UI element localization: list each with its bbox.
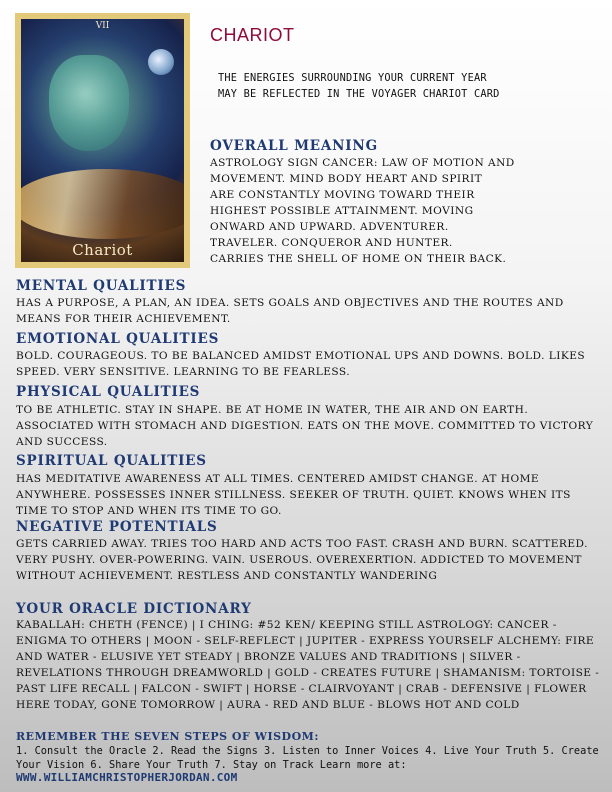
spiritual-qualities-text: HAS MEDITATIVE AWARENESS AT ALL TIMES. CENTERED AMIDST CHANGE. AT HOME ANYWHERE. POSSESSES INNER STILLNESS. SEEKER OF TRUTH. QUIET. KNOWS WHEN ITS TIME TO STOP AND WHEN ITS TIME TO GO.	[16, 473, 571, 517]
page-title: CHARIOT	[210, 25, 295, 45]
intro-text	[218, 70, 598, 102]
mental-qualities-heading: MENTAL QUALITIES	[16, 278, 187, 294]
face-shape	[49, 55, 129, 151]
physical-qualities-heading: PHYSICAL QUALITIES	[16, 384, 201, 400]
tarot-card-image	[15, 13, 190, 268]
website-link[interactable]: WWW.WILLIAMCHRISTOPHERJORDAN.COM	[16, 771, 238, 784]
overall-meaning-text	[210, 155, 606, 267]
overall-line: HIGHEST POSSIBLE ATTAINMENT. MOVING	[210, 205, 474, 217]
overall-line: ONWARD AND UPWARD. ADVENTURER.	[210, 221, 449, 233]
physical-qualities-text: TO BE ATHLETIC. STAY IN SHAPE. BE AT HOME IN WATER, THE AIR AND ON EARTH. ASSOCIATED WITH STOMACH AND DIGESTION. EATS ON THE MOVE. COMMITTED TO VICTORY AND SUCCESS.	[16, 404, 594, 448]
overall-line: MOVEMENT. MIND BODY HEART AND SPIRIT	[210, 173, 483, 185]
card-numeral: VII	[95, 21, 110, 31]
intro-line: THE ENERGIES SURROUNDING YOUR CURRENT YEAR	[218, 72, 487, 84]
oracle-dictionary-text: KABALLAH: CHETH (FENCE) | I CHING: #52 KEN/ KEEPING STILL ASTROLOGY: CANCER - ENIGMA TO OTHERS | MOON - SELF-REFLECT | JUPITER - EXPRESS YOURSELF ALCHEMY: FIRE AND WATER - ELUSIVE YET STEADY | BRONZE VALUES AND TRADITIONS | SILVER - REVELATIONS THROUGH DREAMWORLD | GOLD - CREATES FUTURE | SHAMANISM: TORTOISE - PAST LIFE RECALL | FALCON - SWIFT | HORSE - CLAIRVOYANT | CRAB - DEFENSIVE | FLOWER HERE TODAY, GONE TOMORROW | AURA - RED AND BLUE - BLOWS HOT AND COLD	[16, 619, 600, 711]
overall-line: CARRIES THE SHELL OF HOME ON THEIR BACK.	[210, 253, 507, 265]
overall-meaning-heading: OVERALL MEANING	[210, 138, 378, 154]
overall-line: TRAVELER. CONQUEROR AND HUNTER.	[210, 237, 453, 249]
seven-steps-heading: REMEMBER THE SEVEN STEPS OF WISDOM:	[16, 730, 319, 743]
intro-line: MAY BE REFLECTED IN THE VOYAGER CHARIOT CARD	[218, 88, 500, 100]
overall-line: ASTROLOGY SIGN CANCER: LAW OF MOTION AND	[210, 157, 515, 169]
emotional-qualities-text: BOLD. COURAGEOUS. TO BE BALANCED AMIDST EMOTIONAL UPS AND DOWNS. BOLD. LIKES SPEED. VERY SENSITIVE. LEARNING TO BE FEARLESS.	[16, 350, 586, 378]
mental-qualities-text: HAS A PURPOSE, A PLAN, AN IDEA. SETS GOALS AND OBJECTIVES AND THE ROUTES AND MEANS FOR THEIR ACHIEVEMENT.	[16, 297, 564, 325]
spiritual-qualities-heading: SPIRITUAL QUALITIES	[16, 453, 207, 469]
card-title: Chariot	[72, 241, 133, 259]
oracle-dictionary-heading: YOUR ORACLE DICTIONARY	[16, 601, 252, 617]
emotional-qualities-heading: EMOTIONAL QUALITIES	[16, 331, 220, 347]
chariot-swirl-shape	[21, 169, 184, 239]
moon-shape	[148, 49, 174, 75]
negative-potentials-heading: NEGATIVE POTENTIALS	[16, 519, 218, 535]
overall-line: ARE CONSTANTLY MOVING TOWARD THEIR	[210, 189, 475, 201]
card-artwork	[21, 19, 184, 262]
seven-steps-text: 1. Consult the Oracle 2. Read the Signs 3. Listen to Inner Voices 4. Live Your Truth 5. Create Your Vision 6. Share Your Truth 7. Stay on Track Learn more at:	[16, 745, 599, 771]
negative-potentials-text: GETS CARRIED AWAY. TRIES TOO HARD AND ACTS TOO FAST. CRASH AND BURN. SCATTERED. VERY PUSHY. OVER-POWERING. VAIN. USEROUS. OVEREXERTION. ADDICTED TO MOVEMENT WITHOUT ACHIEVEMENT. RESTLESS AND CONSTANTLY WANDERING	[16, 538, 588, 582]
